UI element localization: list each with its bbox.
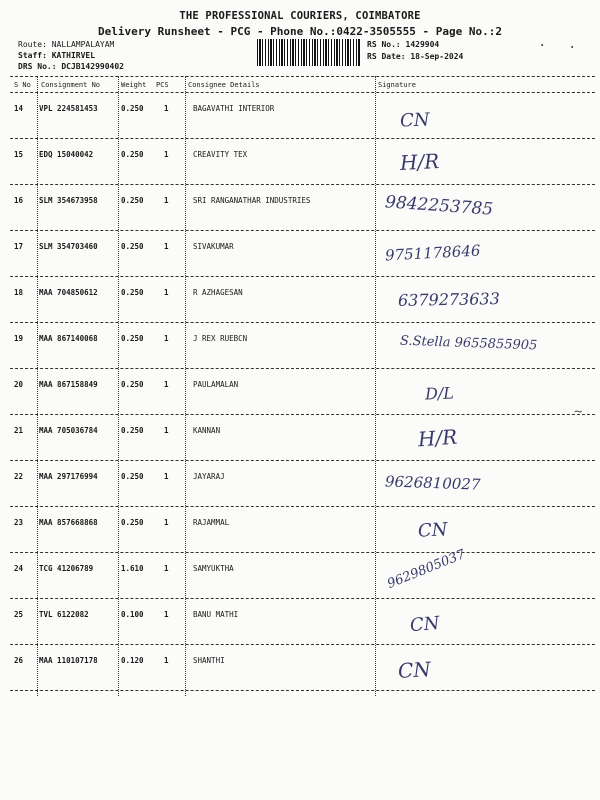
row-weight: 0.250 — [121, 426, 144, 435]
row-pcs: 1 — [164, 656, 169, 665]
row-weight: 0.250 — [121, 334, 144, 343]
row-consignee: CREAVITY TEX — [193, 150, 248, 159]
runsheet-table — [10, 76, 595, 696]
company-title: THE PROFESSIONAL COURIERS, COIMBATORE — [179, 10, 421, 22]
table-row — [10, 644, 595, 691]
row-consignee: SHANTHI — [193, 656, 225, 665]
handwritten-signature: CN — [397, 657, 432, 683]
row-weight: 0.250 — [121, 472, 144, 481]
handwritten-signature: 9842253785 — [384, 192, 494, 220]
handwritten-signature: 9751178646 — [384, 241, 481, 265]
row-pcs: 1 — [164, 518, 169, 527]
row-consignment: SLM 354673958 — [39, 196, 98, 205]
row-sno: 14 — [14, 104, 24, 113]
row-weight: 0.120 — [121, 656, 144, 665]
row-sno: 18 — [14, 288, 24, 297]
row-consignee: BANU MATHI — [193, 610, 239, 619]
row-consignment: MAA 704850612 — [39, 288, 98, 297]
row-pcs: 1 — [164, 334, 169, 343]
row-pcs: 1 — [164, 564, 169, 573]
row-consignee: J REX RUEBCN — [193, 334, 248, 343]
row-pcs: 1 — [164, 472, 169, 481]
handwritten-signature: D/L — [424, 383, 455, 404]
row-pcs: 1 — [164, 610, 169, 619]
row-consignment: MAA 857668868 — [39, 518, 98, 527]
handwritten-signature: S.Stella 9655855905 — [399, 333, 538, 354]
row-consignee: SAMYUKTHA — [193, 564, 234, 573]
drs-label: DRS No.: DCJB142990402 — [18, 62, 124, 71]
row-sno: 19 — [14, 334, 24, 343]
row-consignment: MAA 867158849 — [39, 380, 98, 389]
row-consignment: VPL 224581453 — [39, 104, 98, 113]
table-row — [10, 598, 595, 645]
row-sno: 21 — [14, 426, 24, 435]
col-sno: S No — [14, 81, 31, 89]
stray-mark: · — [538, 38, 547, 54]
row-consignment: MAA 867140068 — [39, 334, 98, 343]
row-consignee: BAGAVATHI INTERIOR — [193, 104, 275, 113]
row-weight: 0.250 — [121, 104, 144, 113]
row-sno: 16 — [14, 196, 24, 205]
table-top-rule — [10, 76, 595, 77]
row-pcs: 1 — [164, 242, 169, 251]
barcode — [257, 39, 360, 66]
row-consignee: SRI RANGANATHAR INDUSTRIES — [193, 196, 311, 205]
row-weight: 1.610 — [121, 564, 144, 573]
row-consignee: RAJAMMAL — [193, 518, 230, 527]
row-weight: 0.250 — [121, 242, 144, 251]
handwritten-signature: 9626810027 — [384, 472, 481, 494]
table-row — [10, 184, 595, 231]
runsheet-title: Delivery Runsheet - PCG - Phone No.:0422-3505555 - Page No.:2 — [98, 25, 502, 38]
row-consignee: KANNAN — [193, 426, 221, 435]
rs-date-label: RS Date: 18-Sep-2024 — [367, 52, 464, 61]
handwritten-signature: CN — [417, 519, 449, 542]
row-sno: 23 — [14, 518, 24, 527]
table-row — [10, 368, 595, 415]
row-weight: 0.250 — [121, 196, 144, 205]
table-row — [10, 322, 595, 369]
stray-mark: ~ — [574, 404, 583, 420]
table-row — [10, 230, 595, 277]
handwritten-signature: 6379273633 — [397, 289, 500, 310]
row-sno: 26 — [14, 656, 24, 665]
route-label: Route: NALLAMPALAYAM — [18, 40, 115, 49]
row-consignment: MAA 297176994 — [39, 472, 98, 481]
row-weight: 0.250 — [121, 288, 144, 297]
row-consignment: TVL 6122082 — [39, 610, 89, 619]
col-signature: Signature — [378, 81, 416, 89]
row-weight: 0.100 — [121, 610, 144, 619]
row-consignment: EDQ 15040042 — [39, 150, 94, 159]
row-pcs: 1 — [164, 288, 169, 297]
table-row — [10, 138, 595, 185]
row-consignee: SIVAKUMAR — [193, 242, 234, 251]
rs-no-label: RS No.: 1429904 — [367, 40, 440, 49]
row-pcs: 1 — [164, 196, 169, 205]
row-sno: 25 — [14, 610, 24, 619]
table-row — [10, 92, 595, 139]
row-consignment: MAA 110107178 — [39, 656, 98, 665]
row-consignment: MAA 705036784 — [39, 426, 98, 435]
row-sno: 24 — [14, 564, 24, 573]
handwritten-signature: H/R — [417, 424, 459, 452]
row-weight: 0.250 — [121, 518, 144, 527]
table-row — [10, 414, 595, 461]
handwritten-signature: 9629805037 — [385, 547, 468, 592]
table-row — [10, 547, 595, 599]
staff-label: Staff: KATHIRVEL — [18, 51, 96, 60]
row-weight: 0.250 — [121, 380, 144, 389]
row-weight: 0.250 — [121, 150, 144, 159]
row-consignee: PAULAMALAN — [193, 380, 239, 389]
row-sno: 17 — [14, 242, 24, 251]
row-consignee: JAYARAJ — [193, 472, 225, 481]
row-consignee: R AZHAGESAN — [193, 288, 243, 297]
handwritten-signature: CN — [409, 612, 441, 637]
row-pcs: 1 — [164, 104, 169, 113]
row-pcs: 1 — [164, 426, 169, 435]
col-consignment: Consignment No — [41, 81, 101, 89]
row-pcs: 1 — [164, 150, 169, 159]
row-sno: 22 — [14, 472, 24, 481]
row-sno: 20 — [14, 380, 24, 389]
row-sno: 15 — [14, 150, 24, 159]
table-row — [10, 506, 595, 553]
handwritten-signature: CN — [399, 109, 430, 132]
col-consignee: Consignee Details — [188, 81, 260, 89]
table-row — [10, 460, 595, 507]
col-pcs: PCS — [156, 81, 169, 89]
row-consignment: SLM 354703460 — [39, 242, 98, 251]
stray-mark: · — [568, 40, 577, 56]
row-pcs: 1 — [164, 380, 169, 389]
table-row — [10, 276, 595, 323]
handwritten-signature: H/R — [399, 148, 440, 176]
col-weight: Weight — [121, 81, 147, 89]
row-consignment: TCG 41206789 — [39, 564, 94, 573]
